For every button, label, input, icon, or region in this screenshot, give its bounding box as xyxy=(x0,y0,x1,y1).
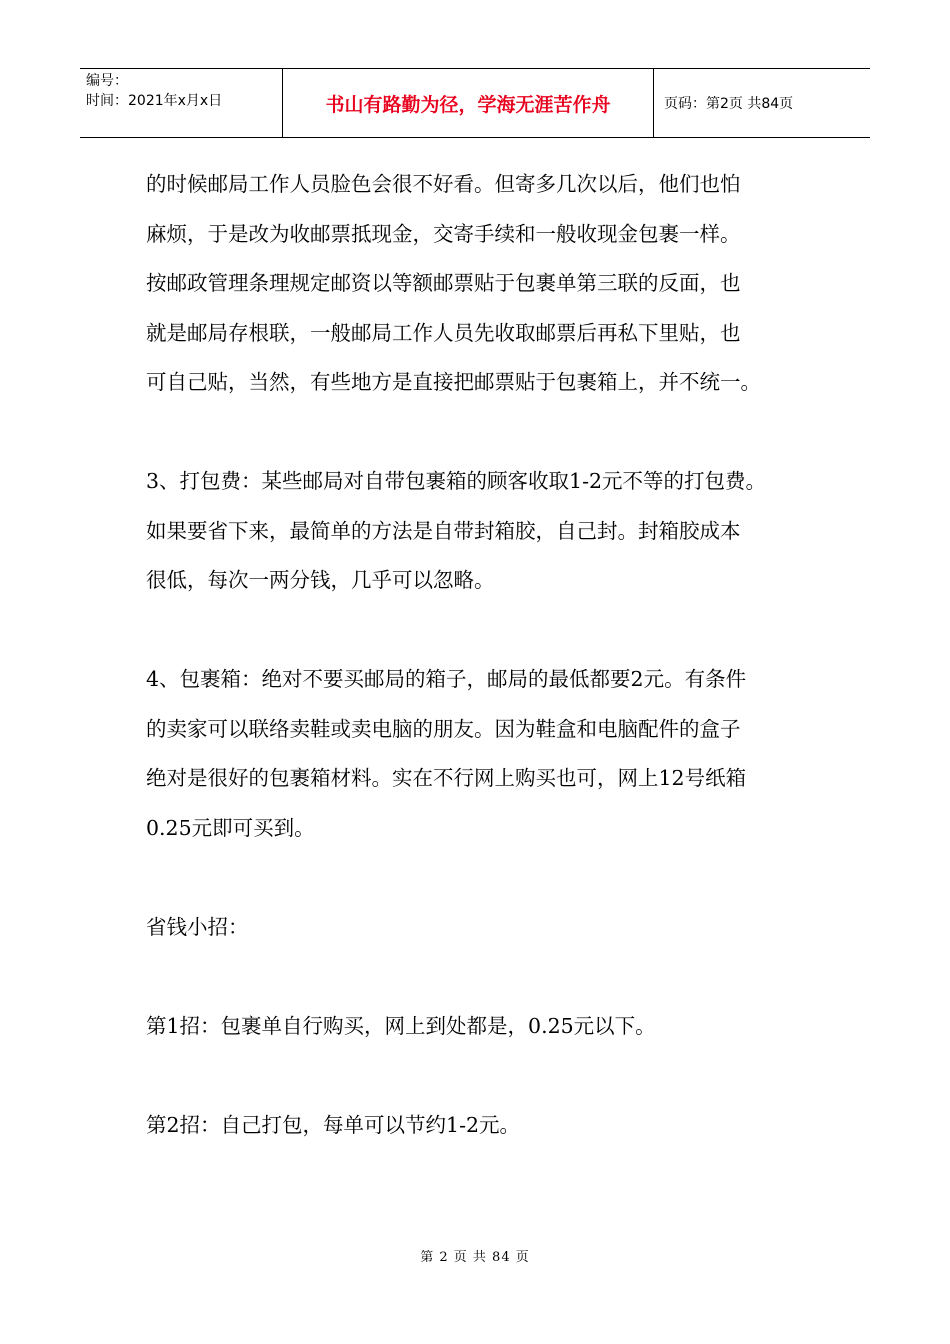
paragraph-gap xyxy=(146,606,836,656)
text-line: 0.25元即可买到。 xyxy=(146,815,315,840)
text-line: 可自己贴，当然，有些地方是直接把邮票贴于包裹箱上，并不统一。 xyxy=(146,370,761,394)
text-line: 很低，每次一两分钱，几乎可以忽略。 xyxy=(146,568,495,592)
paragraph-gap xyxy=(146,1051,836,1101)
page-footer: 第 2 页 共 84 页 xyxy=(420,1250,530,1265)
text-line: 就是邮局存根联，一般邮局工作人员先收取邮票后再私下里贴，也 xyxy=(146,320,741,345)
paragraph xyxy=(146,655,836,853)
paragraph xyxy=(146,1002,836,1052)
text-line: 如果要省下来，最简单的方法是自带封箱胶，自己封。封箱胶成本 xyxy=(146,518,741,543)
text-line: 省钱小招： xyxy=(146,914,249,939)
text-line: 麻烦，于是改为收邮票抵现金，交寄手续和一般收现金包裹一样。 xyxy=(146,221,741,246)
header-divider xyxy=(653,69,654,137)
paragraph-gap xyxy=(146,952,836,1002)
text-line: 的卖家可以联络卖鞋或卖电脑的朋友。因为鞋盒和电脑配件的盒子 xyxy=(146,716,741,741)
serial-label: 编号： xyxy=(86,73,128,89)
header-meta xyxy=(86,71,280,111)
paragraph xyxy=(146,457,836,606)
header-motto: 书山有路勤为径，学海无涯苦作舟 xyxy=(325,93,611,116)
text-line: 4、包裹箱：绝对不要买邮局的箱子，邮局的最低都要2元。有条件 xyxy=(146,667,747,691)
header-page-info: 页码：第2页 共84页 xyxy=(664,96,794,112)
page-header xyxy=(80,68,870,138)
paragraph xyxy=(146,1101,836,1151)
text-line: 第1招：包裹单自行购买，网上到处都是，0.25元以下。 xyxy=(146,1013,656,1038)
text-line: 3、打包费：某些邮局对自带包裹箱的顾客收取1-2元不等的打包费。 xyxy=(146,469,767,493)
text-line: 按邮政管理条理规定邮资以等额邮票贴于包裹单第三联的反面，也 xyxy=(146,271,741,295)
document-body xyxy=(146,160,836,1150)
text-line: 绝对是很好的包裹箱材料。实在不行网上购买也可，网上12号纸箱 xyxy=(146,766,747,790)
paragraph-gap xyxy=(146,408,836,458)
paragraph-gap xyxy=(146,853,836,903)
date-label: 时间：2021年x月x日 xyxy=(86,93,223,109)
text-line: 的时候邮局工作人员脸色会很不好看。但寄多几次以后，他们也怕 xyxy=(146,172,741,196)
text-line: 第2招：自己打包，每单可以节约1-2元。 xyxy=(146,1112,521,1137)
paragraph xyxy=(146,903,836,953)
paragraph xyxy=(146,160,836,408)
